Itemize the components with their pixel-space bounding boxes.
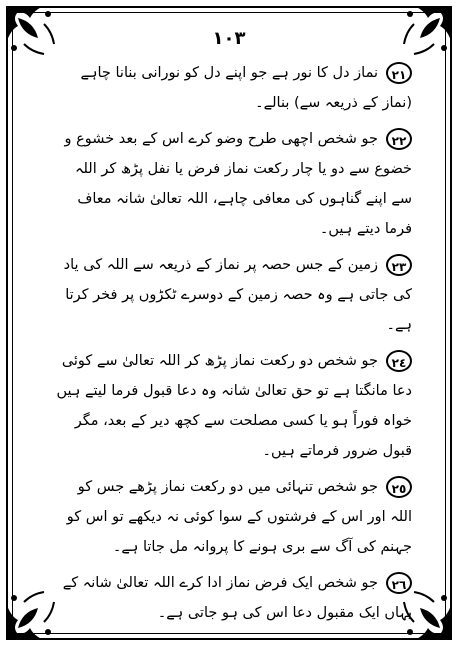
item-text: زمین کے جس حصہ پر نماز کے ذریعہ سے اللہ کی یاد کی جاتی ہے وہ حصہ زمین کے دوسرے ٹکڑوں پر فخر کرتا ہے۔: [63, 257, 412, 333]
item-number-badge: ٢٢: [386, 128, 412, 150]
list-item: [56, 568, 412, 628]
item-number-badge: ٢٦: [386, 572, 412, 594]
item-text: جو شخص اچھی طرح وضو کرے اس کے بعد خشوع و خضوع سے دو یا چار رکعت نماز فرض یا نفل پڑھ کر اللہ سے اپنے گناہوں کی معافی چاہے، اللہ تعالیٰ شانہ معاف فرما دیتے ہیں۔: [64, 131, 412, 237]
item-number-badge: ٢٣: [386, 254, 412, 276]
page-content: [56, 58, 412, 634]
item-text: جو شخص دو رکعت نماز پڑھ کر اللہ تعالیٰ سے کوئی دعا مانگتا ہے تو حق تعالیٰ شانہ وہ دعا قبول فرما لیتے ہیں خواہ فوراً ہو یا کسی مصلحت سے کچھ دیر کے بعد، مگر قبول ضرور فرماتے ہیں۔: [56, 353, 412, 459]
list-item: [56, 472, 412, 562]
list-item: [56, 346, 412, 466]
item-text: جو شخص تنہائی میں دو رکعت نماز پڑھے جس کو اللہ اور اس کے فرشتوں کے سوا کوئی نہ دیکھے تو اس کو جہنم کی آگ سے بری ہونے کا پروانہ مل جاتا ہے۔: [66, 479, 412, 555]
item-number-badge: ٢٤: [386, 350, 412, 372]
list-item: [56, 124, 412, 244]
item-text: جو شخص ایک فرض نماز ادا کرے اللہ تعالیٰ شانہ کے یہاں ایک مقبول دعا اس کی ہو جاتی ہے۔: [62, 575, 412, 621]
item-number-badge: ٢٥: [386, 476, 412, 498]
item-number-badge: ٢١: [386, 62, 412, 84]
item-text: نماز دل کا نور ہے جو اپنے دل کو نورانی بنانا چاہے (نماز کے ذریعہ سے) بنالے۔: [80, 65, 412, 111]
list-item: [56, 58, 412, 118]
list-item: [56, 250, 412, 340]
page-number: ١٠٣: [212, 28, 246, 49]
